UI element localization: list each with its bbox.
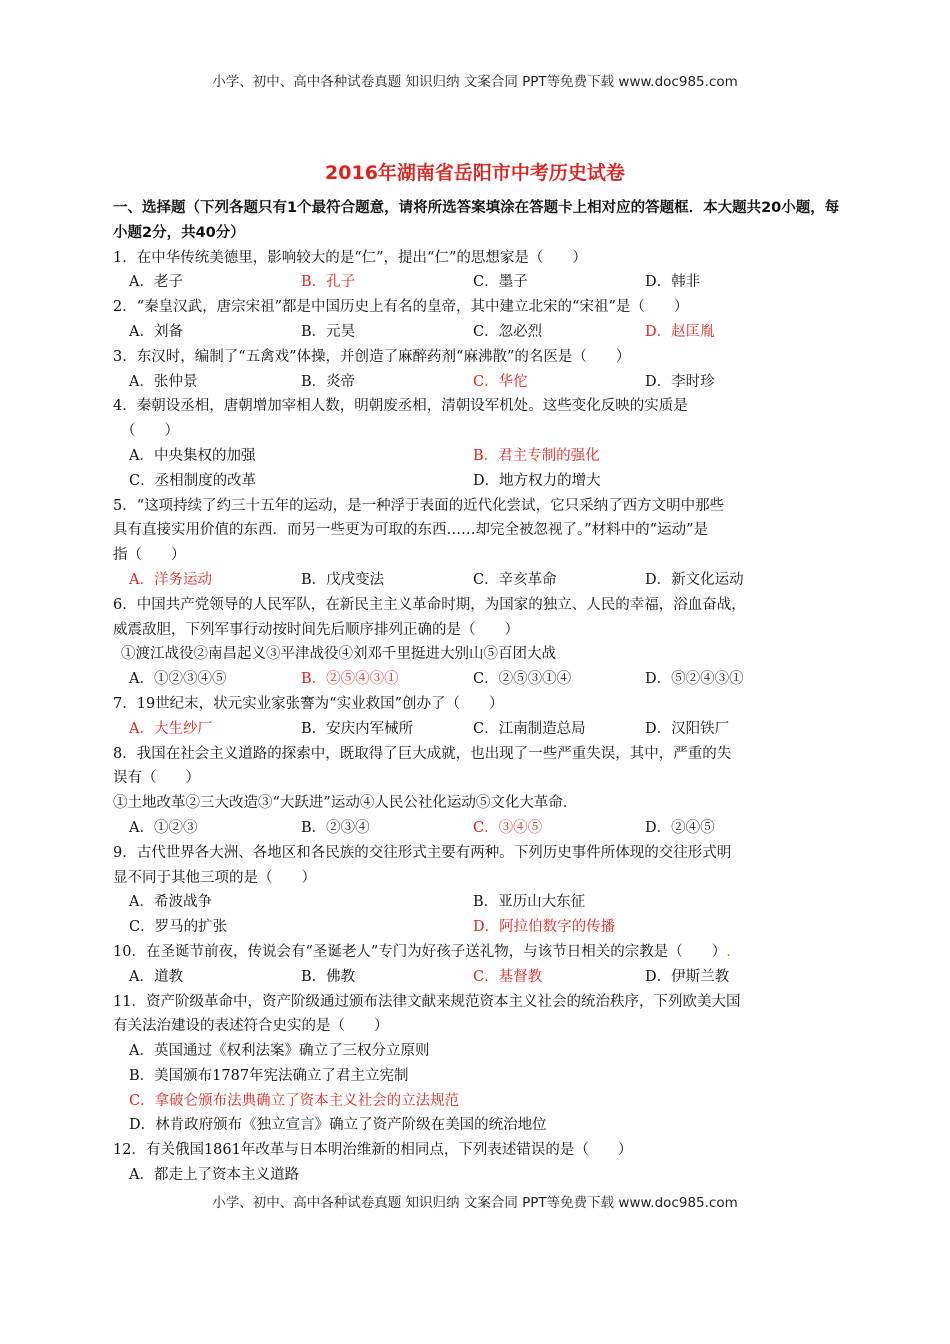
option-c-answer: C．拿破仑颁布法典确立了资本主义社会的立法规范: [129, 1092, 460, 1109]
options-row: [113, 270, 843, 295]
options-row: [113, 444, 843, 469]
exam-content: [113, 196, 843, 1188]
option-c: C．丞相制度的改革: [129, 472, 257, 489]
question-12: [113, 1138, 843, 1188]
question-material: ①土地改革②三大改造③“大跃进”运动④人民公社化运动⑤文化大革命．: [113, 795, 578, 812]
question-stem-cont: （ ）: [121, 423, 179, 440]
option-b: B．安庆内军械所: [301, 720, 414, 737]
question-stem: 9．古代世界各大洲、各地区和各民族的交往形式主要有两种。下列历史事件所体现的交往形式明: [113, 844, 732, 861]
option-b-answer: B．孔子: [301, 274, 356, 291]
question-stem-cont: 指（ ）: [113, 547, 186, 564]
options-row: [113, 816, 843, 841]
option-a: A．①②③④⑤: [129, 671, 227, 688]
stem-dot: .: [726, 943, 731, 960]
options-row: [113, 370, 843, 395]
option-d: D．汉阳铁厂: [645, 720, 730, 737]
option-a: A．道教: [129, 968, 183, 985]
option-a: A．张仲景: [129, 373, 198, 390]
option-a: A．希波战争: [129, 894, 212, 911]
option-a: A．英国通过《权利法案》确立了三权分立原则: [129, 1043, 430, 1060]
options-row: [113, 965, 843, 990]
question-stem-cont: 有关法治建设的表述符合史实的是（ ）: [113, 1018, 389, 1035]
option-d: D．②④⑤: [645, 819, 715, 836]
question-stem-cont: 显不同于其他三项的是（ ）: [113, 869, 316, 886]
options-row: [113, 469, 843, 494]
question-6: [113, 593, 843, 692]
question-5: [113, 494, 843, 593]
option-d: D．伊斯兰教: [645, 968, 730, 985]
question-stem: 12．有关俄国1861年改革与日本明治维新的相同点，下列表述错误的是（ ）: [113, 1142, 633, 1159]
option-c: C．辛亥革命: [473, 571, 557, 588]
section-heading: 一、选择题（下列各题只有1个最符合题意，请将所选答案填涂在答题卡上相对应的答题框．本大题共20小题，每小题2分，共40分）: [113, 200, 840, 241]
option-b: B．炎帝: [301, 373, 356, 390]
page-title: 2016年湖南省岳阳市中考历史试卷: [325, 162, 625, 184]
option-a-answer: A．大生纱厂: [129, 720, 212, 737]
option-b: B．亚历山大东征: [473, 894, 586, 911]
option-b: B．元昊: [301, 323, 356, 340]
options-row: [113, 890, 843, 915]
question-stem: 4．秦朝设丞相，唐朝增加宰相人数，明朝废丞相，清朝设军机处。这些变化反映的实质是: [113, 398, 688, 415]
option-c-answer: C．基督教: [473, 968, 543, 985]
option-b-answer: B．君主专制的强化: [473, 447, 600, 464]
option-d: D．地方权力的增大: [473, 472, 601, 489]
option-d-answer: D．阿拉伯数字的传播: [473, 919, 616, 936]
option-a: A．都走上了资本主义道路: [129, 1167, 299, 1184]
option-d: D．⑤②④③①: [645, 671, 744, 688]
option-d: D．新文化运动: [645, 571, 744, 588]
option-b: B．佛教: [301, 968, 356, 985]
option-d: D．韩非: [645, 274, 701, 291]
option-c: C．②⑤③①④: [473, 671, 572, 688]
option-d: D．李时珍: [645, 373, 715, 390]
question-stem: 6．中国共产党领导的人民军队，在新民主主义革命时期，为国家的独立、人民的幸福，浴血奋战，: [113, 596, 746, 613]
options-row: [113, 717, 843, 742]
question-stem-cont: 具有直接实用价值的东西．而另一些更为可取的东西……却完全被忽视了。”材料中的“运动”是: [113, 522, 708, 539]
option-b: B．戊戌变法: [301, 571, 385, 588]
question-7: [113, 692, 843, 742]
question-stem: 2．“秦皇汉武，唐宗宋祖”都是中国历史上有名的皇帝，其中建立北宋的“宋祖”是（ ）: [113, 299, 689, 316]
option-c: C．忽必烈: [473, 323, 543, 340]
question-material: ①渡江战役②南昌起义③平津战役④刘邓千里挺进大别山⑤百团大战: [121, 646, 556, 663]
question-stem: 8．我国在社会主义道路的探索中，既取得了巨大成就，也出现了一些严重失误，其中，严重的失: [113, 745, 732, 762]
question-stem: 11．资产阶级革命中，资产阶级通过颁布法律文献来规范资本主义社会的统治秩序，下列欧美大国: [113, 993, 741, 1010]
option-a: A．刘备: [129, 323, 183, 340]
option-c: C．江南制造总局: [473, 720, 586, 737]
question-stem-cont: 误有（ ）: [113, 770, 200, 787]
option-c: C．罗马的扩张: [129, 919, 228, 936]
options-row: [113, 568, 843, 593]
option-c: C．墨子: [473, 274, 528, 291]
options-row: [113, 320, 843, 345]
question-10: [113, 940, 843, 990]
question-4: [113, 394, 843, 493]
option-d-answer: D．赵匡胤: [645, 323, 715, 340]
option-b: B．美国颁布1787年宪法确立了君主立宪制: [129, 1067, 409, 1084]
option-a: A．老子: [129, 274, 183, 291]
question-1: [113, 246, 843, 296]
option-a-answer: A．洋务运动: [129, 571, 212, 588]
options-row: [113, 915, 843, 940]
question-2: [113, 295, 843, 345]
question-stem: 7．19世纪末，状元实业家张謇为“实业救国”创办了（ ）: [113, 695, 504, 712]
question-9: [113, 841, 843, 940]
option-c-answer: C．③④⑤: [473, 819, 543, 836]
question-stem: [113, 940, 843, 965]
option-a: A．中央集权的加强: [129, 447, 256, 464]
option-b-answer: B．②⑤④③①: [301, 671, 399, 688]
options-row: [113, 667, 843, 692]
question-stem: 1．在中华传统美德里，影响较大的是“仁”，提出“仁”的思想家是（ ）: [113, 249, 587, 266]
option-d: D．林肯政府颁布《独立宣言》确立了资产阶级在美国的统治地位: [129, 1117, 547, 1134]
question-stem-text: 10．在圣诞节前夜，传说会有“圣诞老人”专门为好孩子送礼物，与该节日相关的宗教是（ ）: [113, 943, 727, 960]
option-a: A．①②③: [129, 819, 198, 836]
header-banner: 小学、初中、高中各种试卷真题 知识归纳 文案合同 PPT等免费下载 www.doc985.com: [212, 74, 738, 90]
question-stem: 3．东汉时，编制了“五禽戏”体操，并创造了麻醉药剂“麻沸散”的名医是（ ）: [113, 348, 631, 365]
question-11: [113, 990, 843, 1139]
footer-banner: 小学、初中、高中各种试卷真题 知识归纳 文案合同 PPT等免费下载 www.doc985.com: [212, 1195, 738, 1211]
question-3: [113, 345, 843, 395]
question-stem-cont: 威震敌胆，下列军事行动按时间先后顺序排列正确的是（ ）: [113, 621, 519, 638]
option-b: B．②③④: [301, 819, 370, 836]
option-c-answer: C．华佗: [473, 373, 528, 390]
question-8: [113, 742, 843, 841]
question-stem: 5．“这项持续了约三十五年的运动，是一种浮于表面的近代化尝试，它只采纳了西方文明中那些: [113, 497, 725, 514]
